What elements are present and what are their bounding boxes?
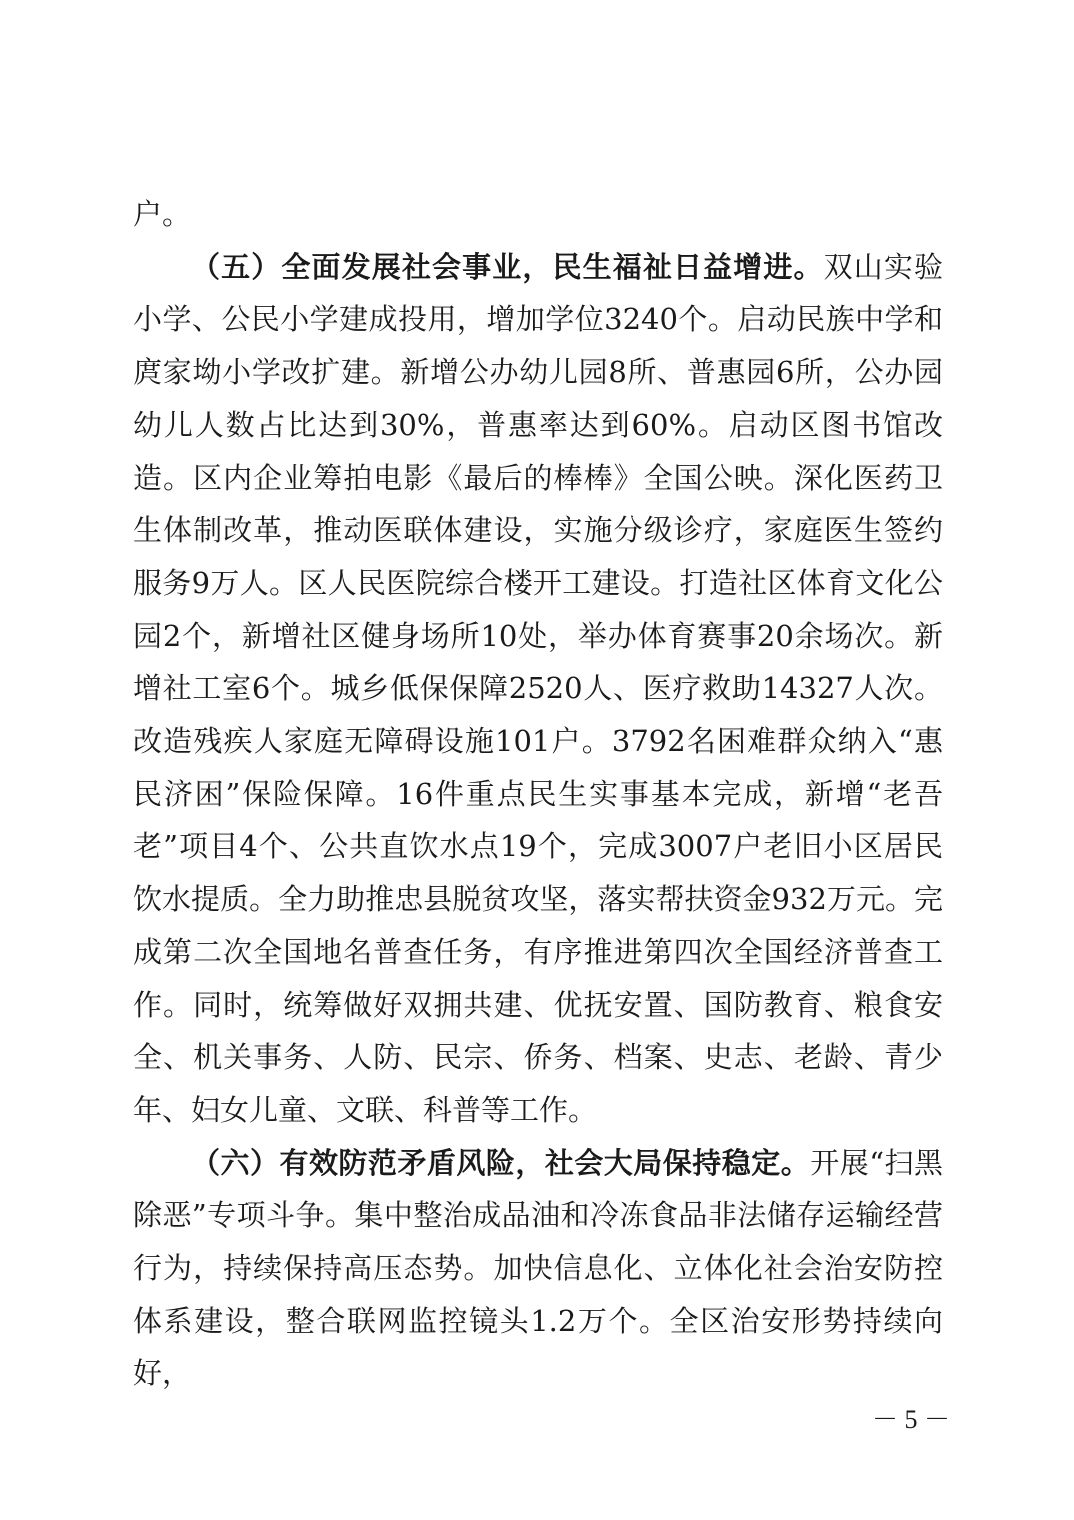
document-body — [133, 188, 943, 1400]
section-heading-6: （六）有效防范矛盾风险，社会大局保持稳定。 — [191, 1145, 811, 1180]
paragraph-text: 户。 — [133, 197, 192, 231]
section-heading-5: （五）全面发展社会事业，民生福祉日益增进。 — [191, 249, 824, 284]
paragraph-section-5 — [133, 241, 943, 1137]
paragraph-section-6 — [133, 1137, 943, 1401]
paragraph-continuation — [133, 188, 943, 241]
page-number: － 5 － — [872, 1405, 951, 1434]
paragraph-text: 双山实验小学、公民小学建成投用，增加学位3240个。启动民族中学和庹家坳小学改扩建。新增公办幼儿园8所、普惠园6所，公办园幼儿人数占比达到30%，普惠率达到60%。启动区图书馆改造。区内企业筹拍电影《最后的棒棒》全国公映。深化医药卫生体制改革，推动医联体建设，实施分级诊疗，家庭医生签约服务9万人。区人民医院综合楼开工建设。打造社区体育文化公园2个，新增社区健身场所10处，举办体育赛事20余场次。新增社工室6个。城乡低保保障2520人、医疗救助14327人次。改造残疾人家庭无障碍设施101户。3792名困难群众纳入“惠民济困”保险保障。16件重点民生实事基本完成，新增“老吾老”项目4个、公共直饮水点19个，完成3007户老旧小区居民饮水提质。全力助推忠县脱贫攻坚，落实帮扶资金932万元。完成第二次全国地名普查任务，有序推进第四次全国经济普查工作。同时，统筹做好双拥共建、优抚安置、国防教育、粮食安全、机关事务、人防、民宗、侨务、档案、史志、老龄、青少年、妇女儿童、文联、科普等工作。 — [133, 249, 943, 1127]
paragraph-text: 开展“扫黑除恶”专项斗争。集中整治成品油和冷冻食品非法储存运输经营行为，持续保持高压态势。加快信息化、立体化社会治安防控体系建设，整合联网监控镜头1.2万个。全区治安形势持续向好， — [133, 1145, 943, 1391]
